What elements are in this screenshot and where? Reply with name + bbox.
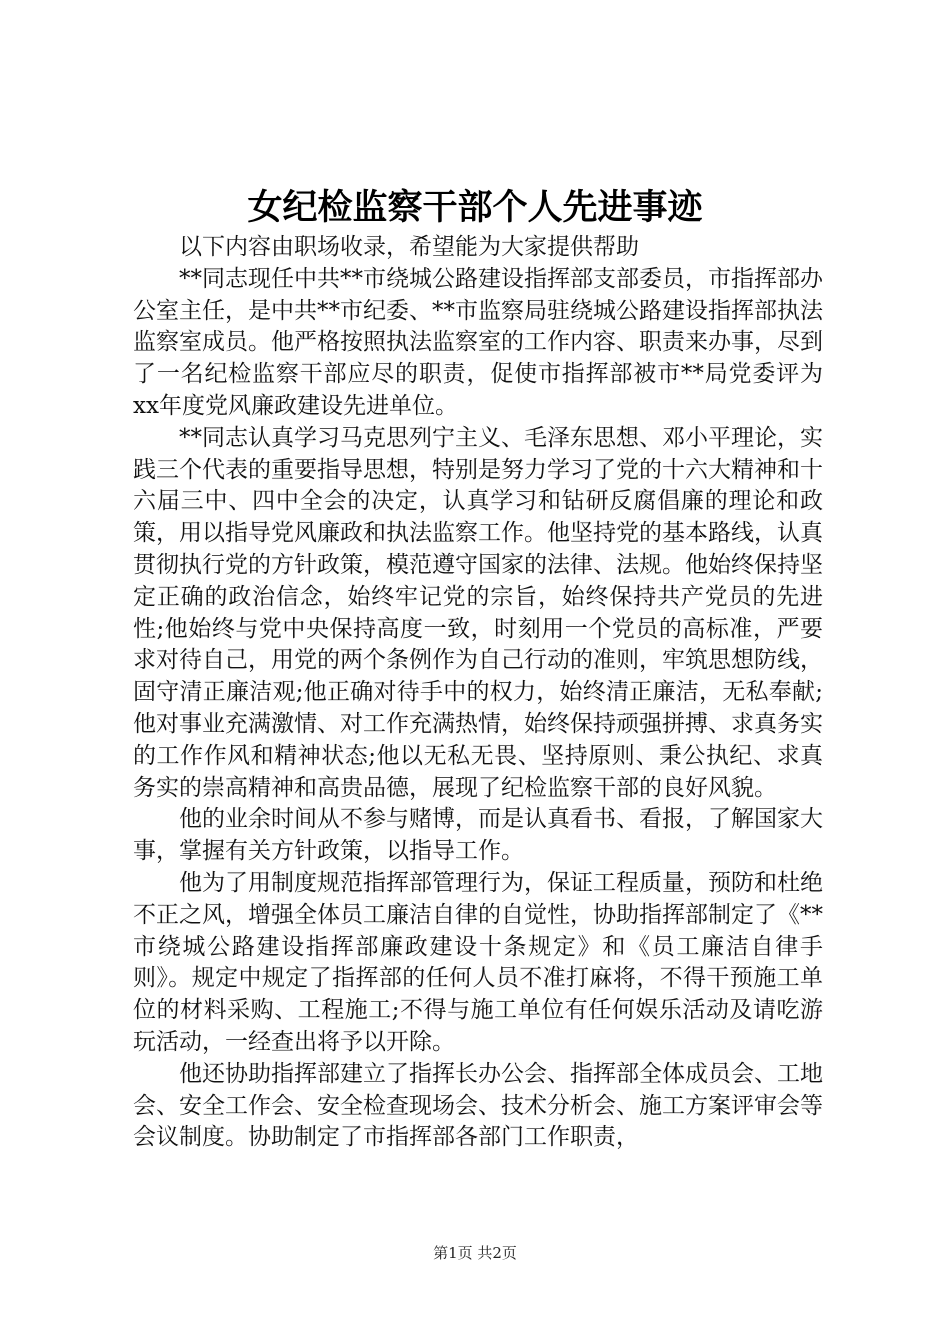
intro-paragraph: 以下内容由职场收录，希望能为大家提供帮助: [179, 234, 639, 260]
body-paragraph: 他还协助指挥部建立了指挥长办公会、指挥部全体成员会、工地会、安全工作会、安全检查现场会、技术分析会、施工方案评审会等会议制度。协助制定了市指挥部各部门工作职责，: [133, 1060, 823, 1151]
document-title: 女纪检监察干部个人先进事迹: [247, 188, 703, 228]
page-number-footer: 第1页 共2页: [433, 1244, 517, 1262]
document-body: [133, 232, 823, 1154]
body-paragraph: **同志认真学习马克思列宁主义、毛泽东思想、邓小平理论，实践三个代表的重要指导思想，特别是努力学习了党的十六大精神和十六届三中、四中全会的决定，认真学习和钻研反腐倡廉的理论和政策，用以指导党风廉政和执法监察工作。他坚持党的基本路线，认真贯彻执行党的方针政策，模范遵守国家的法律、法规。他始终保持坚定正确的政治信念，始终牢记党的宗旨，始终保持共产党员的先进性;他始终与党中央保持高度一致，时刻用一个党员的高标准，严要求对待自己，用党的两个条例作为自己行动的准则，牢筑思想防线，固守清正廉洁观;他正确对待手中的权力，始终清正廉洁，无私奉献;他对事业充满激情、对工作充满热情，始终保持顽强拼搏、求真务实的工作作风和精神状态;他以无私无畏、坚持原则、秉公执纪、求真务实的崇高精神和高贵品德，展现了纪检监察干部的良好风貌。: [133, 424, 823, 801]
body-paragraph: **同志现任中共**市绕城公路建设指挥部支部委员，市指挥部办公室主任，是中共**市纪委、**市监察局驻绕城公路建设指挥部执法监察室成员。他严格按照执法监察室的工作内容、职责来办事，尽到了一名纪检监察干部应尽的职责，促使市指挥部被市**局党委评为xx年度党风廉政建设先进单位。: [133, 265, 823, 419]
body-paragraph: 他的业余时间从不参与赌博，而是认真看书、看报，了解国家大事，掌握有关方针政策，以指导工作。: [133, 806, 823, 865]
body-paragraph: 他为了用制度规范指挥部管理行为，保证工程质量，预防和杜绝不正之风，增强全体员工廉洁自律的自觉性，协助指挥部制定了《**市绕城公路建设指挥部廉政建设十条规定》和《员工廉洁自律手则》。规定中规定了指挥部的任何人员不准打麻将，不得干预施工单位的材料采购、工程施工;不得与施工单位有任何娱乐活动及请吃游玩活动，一经查出将予以开除。: [133, 869, 823, 1055]
